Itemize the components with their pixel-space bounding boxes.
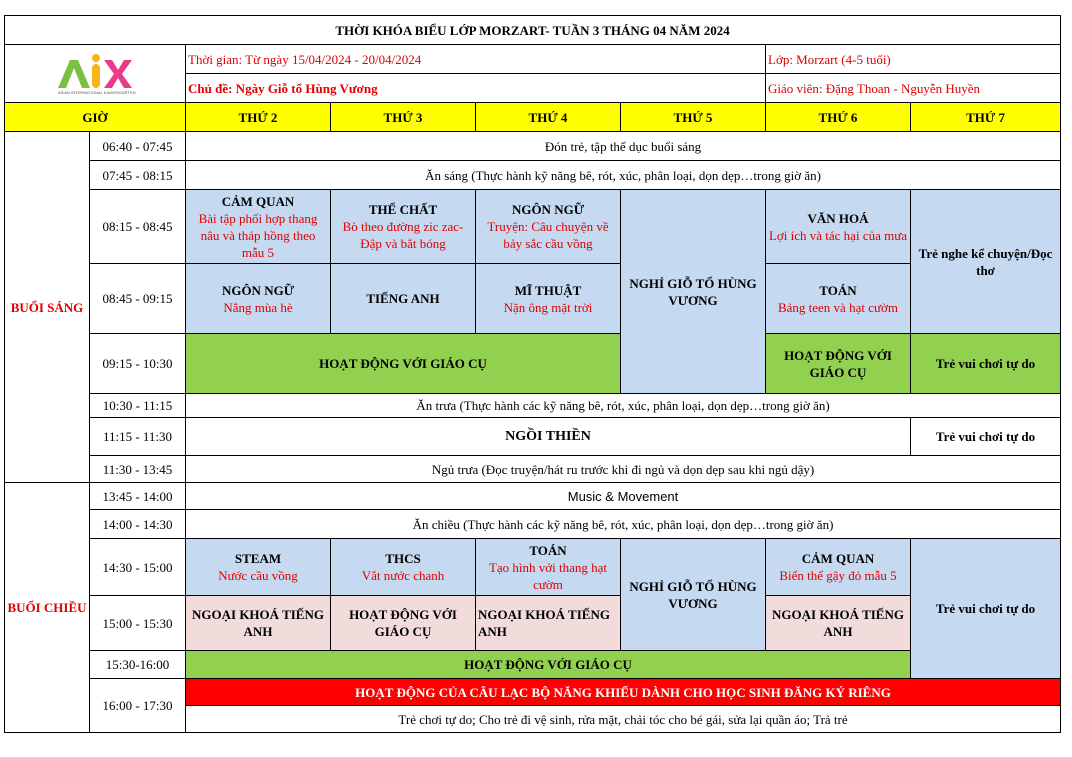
lesson-subject: THCS	[385, 551, 421, 566]
lesson-cell	[186, 539, 331, 596]
lesson-detail: Bài tập phối hợp thang nâu và tháp hồng theo mẫu 5	[198, 210, 318, 260]
lesson-detail: Vắt nước chanh	[361, 568, 445, 583]
lesson-detail: Nước cầu vồng	[218, 568, 298, 583]
session-morning: BUỔI SÁNG	[5, 132, 90, 483]
header-day: THỨ 5	[621, 103, 766, 132]
lesson-subject: THỂ CHẤT	[368, 202, 438, 217]
time-slot: 11:15 - 11:30	[90, 418, 186, 456]
aik-logo-icon	[50, 52, 140, 96]
school-logo	[5, 45, 186, 103]
extra-english: NGOẠI KHOÁ TIẾNG ANH	[476, 596, 621, 651]
lesson-cell	[331, 539, 476, 596]
info-class: Lớp: Morzart (4-5 tuổi)	[766, 45, 1061, 74]
lesson-detail: Biển thể gậy đỏ mẫu 5	[779, 568, 897, 583]
info-teachers: Giáo viên: Đặng Thoan - Nguyễn Huyền	[766, 74, 1061, 103]
lesson-subject: CẢM QUAN	[221, 193, 295, 209]
lesson-detail: Tạo hình với thang hạt cườm	[488, 559, 608, 592]
time-slot: 09:15 - 10:30	[90, 334, 186, 394]
breakfast-activity: Ăn sáng (Thực hành kỹ năng bê, rót, xúc, phân loại, dọn dẹp…trong giờ ăn)	[186, 161, 1061, 190]
time-slot: 10:30 - 11:15	[90, 394, 186, 418]
tools-activity: HOẠT ĐỘNG VỚI GIÁO CỤ	[186, 651, 911, 679]
lesson-cell	[476, 190, 621, 264]
timetable	[4, 15, 1061, 733]
time-slot: 16:00 - 17:30	[90, 679, 186, 733]
lesson-cell	[186, 264, 331, 334]
lesson-subject: TOÁN	[819, 282, 857, 298]
tools-activity-friday: HOẠT ĐỘNG VỚI GIÁO CỤ	[766, 334, 911, 394]
lesson-cell	[476, 264, 621, 334]
lesson-subject: NGÔN NGỮ	[221, 282, 295, 298]
lesson-subject: VĂN HOÁ	[807, 210, 869, 226]
header-day: THỨ 4	[476, 103, 621, 132]
lesson-cell	[766, 539, 911, 596]
extra-english: NGOẠI KHOÁ TIẾNG ANH	[186, 596, 331, 651]
lesson-subject: TOÁN	[529, 542, 567, 558]
lesson-cell	[476, 539, 621, 596]
time-slot: 08:15 - 08:45	[90, 190, 186, 264]
arrival-activity: Đón trẻ, tập thể dục buổi sáng	[186, 132, 1061, 161]
time-slot: 15:00 - 15:30	[90, 596, 186, 651]
time-slot: 06:40 - 07:45	[90, 132, 186, 161]
lesson-subject: CẢM QUAN	[801, 551, 875, 566]
holiday-cell: NGHỈ GIỖ TỔ HÙNG VƯƠNG	[621, 190, 766, 394]
lunch-activity: Ăn trưa (Thực hành các kỹ năng bê, rót, xúc, phân loại, dọn dẹp…trong giờ ăn)	[186, 394, 1061, 418]
nap-activity: Ngủ trưa (Đọc truyện/hát ru trước khi đi ngủ và dọn dẹp sau khi ngủ dậy)	[186, 456, 1061, 483]
header-day: THỨ 2	[186, 103, 331, 132]
time-slot: 07:45 - 08:15	[90, 161, 186, 190]
pickup-activity: Trẻ chơi tự do; Cho trẻ đi vệ sinh, rửa mặt, chải tóc cho bé gái, sửa lại quần áo; Trả trẻ	[186, 706, 1061, 733]
lesson-cell	[766, 190, 911, 264]
extra-english: NGOẠI KHOÁ TIẾNG ANH	[766, 596, 911, 651]
music-activity: Music & Movement	[186, 483, 1061, 510]
page-title: THỜI KHÓA BIỂU LỚP MORZART- TUẦN 3 THÁNG 04 NĂM 2024	[5, 16, 1061, 45]
saturday-free-play: Trẻ vui chơi tự do	[911, 334, 1061, 394]
lesson-detail: Lợi ích và tác hại của mưa	[768, 227, 908, 243]
club-activity: HOẠT ĐỘNG CỦA CÂU LẠC BỘ NĂNG KHIẾU DÀNH CHO HỌC SINH ĐĂNG KÝ RIÊNG	[186, 679, 1061, 706]
lesson-subject: MĨ THUẬT	[514, 282, 582, 298]
header-hour: GIỜ	[5, 103, 186, 132]
lesson-cell	[331, 264, 476, 334]
lesson-cell	[186, 190, 331, 264]
lesson-subject: TIẾNG ANH	[366, 291, 440, 306]
tools-activity: HOẠT ĐỘNG VỚI GIÁO CỤ	[186, 334, 621, 394]
time-slot: 11:30 - 13:45	[90, 456, 186, 483]
lesson-detail: Bảng teen và hạt cườm	[777, 299, 899, 315]
lesson-cell	[766, 264, 911, 334]
time-slot: 15:30-16:00	[90, 651, 186, 679]
snack-activity: Ăn chiều (Thực hành các kỹ năng bê, rót, xúc, phân loại, dọn dẹp…trong giờ ăn)	[186, 510, 1061, 539]
lesson-detail: Nặn ông mặt trời	[503, 299, 593, 315]
header-day: THỨ 7	[911, 103, 1061, 132]
saturday-activity: Trẻ nghe kể chuyện/Đọc thơ	[911, 190, 1061, 334]
tools-activity: HOẠT ĐỘNG VỚI GIÁO CỤ	[331, 596, 476, 651]
session-afternoon: BUỔI CHIỀU	[5, 483, 90, 733]
time-slot: 14:00 - 14:30	[90, 510, 186, 539]
lesson-subject: NGÔN NGỮ	[511, 202, 585, 217]
lesson-detail: Bò theo đường zic zac- Đập và bắt bóng	[342, 219, 464, 251]
svg-text:ASIAN INTERNATIONAL KINDERGART: ASIAN INTERNATIONAL KINDERGARTEN	[58, 89, 136, 95]
header-day: THỨ 3	[331, 103, 476, 132]
time-slot: 14:30 - 15:00	[90, 539, 186, 596]
header-day: THỨ 6	[766, 103, 911, 132]
lesson-cell	[331, 190, 476, 264]
time-slot: 13:45 - 14:00	[90, 483, 186, 510]
lesson-detail: Nắng mùa hè	[223, 299, 293, 315]
meditation-activity: NGỒI THIỀN	[186, 418, 911, 456]
lesson-subject: STEAM	[234, 551, 282, 566]
saturday-free-play: Trẻ vui chơi tự do	[911, 539, 1061, 679]
saturday-free-play: Trẻ vui chơi tự do	[911, 418, 1061, 456]
holiday-cell: NGHỈ GIỖ TỔ HÙNG VƯƠNG	[621, 539, 766, 651]
info-topic: Chủ đề: Ngày Giỗ tổ Hùng Vương	[186, 74, 766, 103]
info-time: Thời gian: Từ ngày 15/04/2024 - 20/04/2024	[186, 45, 766, 74]
lesson-detail: Truyện: Câu chuyện về bảy sắc cầu vồng	[487, 219, 609, 251]
time-slot: 08:45 - 09:15	[90, 264, 186, 334]
